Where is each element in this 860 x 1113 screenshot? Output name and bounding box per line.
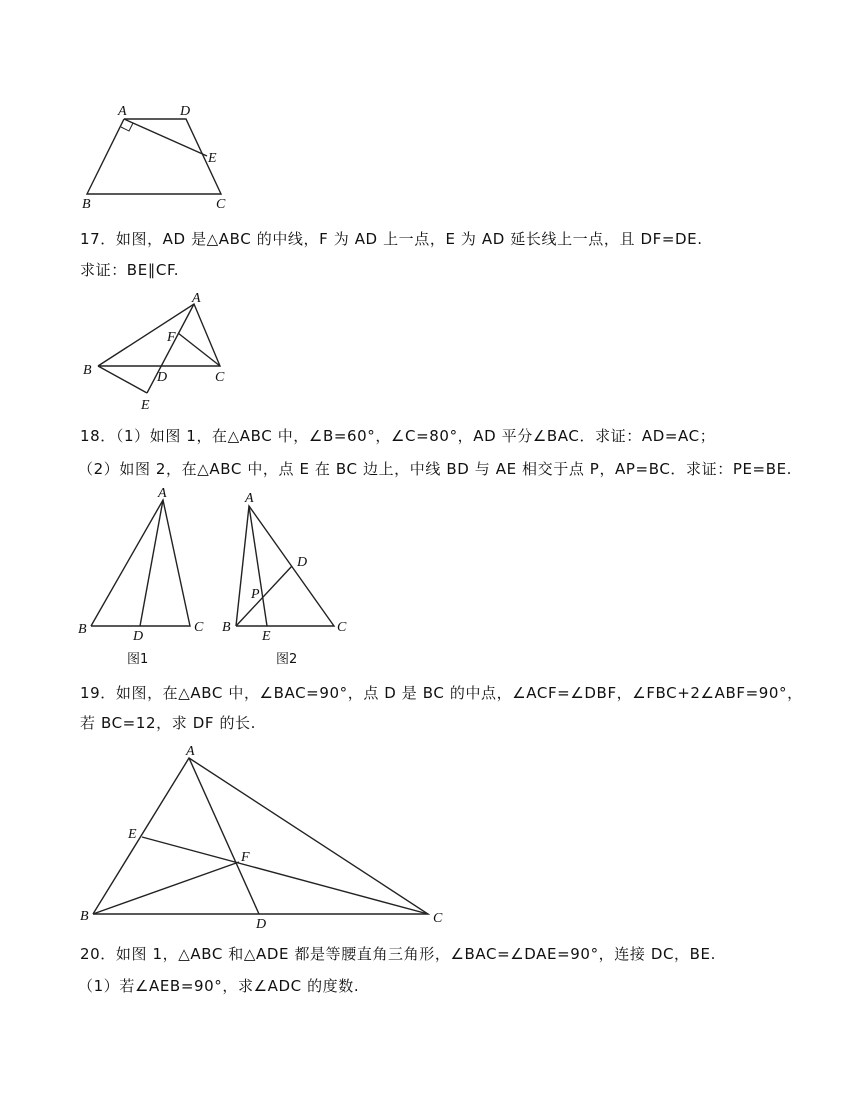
label-f: F <box>241 850 250 865</box>
median-bd <box>236 566 292 626</box>
triangle-abc <box>98 304 220 366</box>
label-c: C <box>215 370 225 385</box>
label-d: D <box>256 917 267 932</box>
label-e: E <box>208 151 217 166</box>
trapezoid-outline <box>87 119 221 194</box>
label-e: E <box>262 629 271 644</box>
figure-caption: 图1 <box>127 652 149 667</box>
q17-statement: 17．如图，AD 是△ABC 的中线，F 为 AD 上一点，E 为 AD 延长线上一点，且 DF=DE. <box>80 230 703 248</box>
label-a: A <box>158 486 167 501</box>
label-p: P <box>251 587 260 602</box>
q19-diagram <box>80 744 443 932</box>
triangle-abc <box>236 506 334 626</box>
label-b: B <box>83 363 92 378</box>
triangle-abc <box>91 500 190 626</box>
label-d: D <box>157 370 168 385</box>
segment-ec <box>142 837 428 914</box>
label-f: F <box>167 330 176 345</box>
segment-ae <box>249 506 267 626</box>
label-d: D <box>133 629 144 644</box>
q18-part1: 18．（1）如图 1，在△ABC 中，∠B=60°，∠C=80°，AD 平分∠BAC．求证：AD=AC； <box>80 427 716 445</box>
right-angle-mark <box>121 123 133 131</box>
q17-prove: 求证：BE∥CF. <box>80 261 180 279</box>
label-b: B <box>82 197 91 212</box>
label-d: D <box>180 104 191 119</box>
label-a: A <box>186 744 195 759</box>
label-b: B <box>80 909 89 924</box>
label-c: C <box>337 620 347 635</box>
segment-be <box>98 366 147 393</box>
label-c: C <box>194 620 204 635</box>
label-e: E <box>141 398 150 413</box>
label-b: B <box>78 622 87 637</box>
trapezoid-diagram <box>82 104 226 212</box>
label-b: B <box>222 620 231 635</box>
figure-caption: 图2 <box>276 652 298 667</box>
q20-part1: （1）若∠AEB=90°，求∠ADC 的度数. <box>78 977 360 995</box>
segment-bf <box>93 862 239 914</box>
q17-diagram <box>83 291 225 413</box>
label-c: C <box>433 911 443 926</box>
label-c: C <box>216 197 226 212</box>
triangle-abc <box>93 758 428 914</box>
q19-statement: 19．如图，在△ABC 中，∠BAC=90°，点 D 是 BC 的中点，∠ACF=∠DBF，∠FBC+2∠ABF=90°， <box>80 684 803 702</box>
q19-question: 若 BC=12，求 DF 的长. <box>80 714 257 732</box>
q18-figure-1 <box>78 486 204 667</box>
q20-statement: 20．如图 1，△ABC 和△ADE 都是等腰直角三角形，∠BAC=∠DAE=90°，连接 DC，BE. <box>80 945 716 963</box>
label-d: D <box>297 555 308 570</box>
label-e: E <box>128 827 137 842</box>
label-a: A <box>245 491 254 506</box>
label-a: A <box>192 291 201 306</box>
line-ade <box>147 304 194 393</box>
q18-figure-2 <box>222 491 347 667</box>
label-a: A <box>118 104 127 119</box>
q18-part2: （2）如图 2，在△ABC 中，点 E 在 BC 边上，中线 BD 与 AE 相交于点 P，AP=BC．求证：PE=BE. <box>78 460 793 478</box>
